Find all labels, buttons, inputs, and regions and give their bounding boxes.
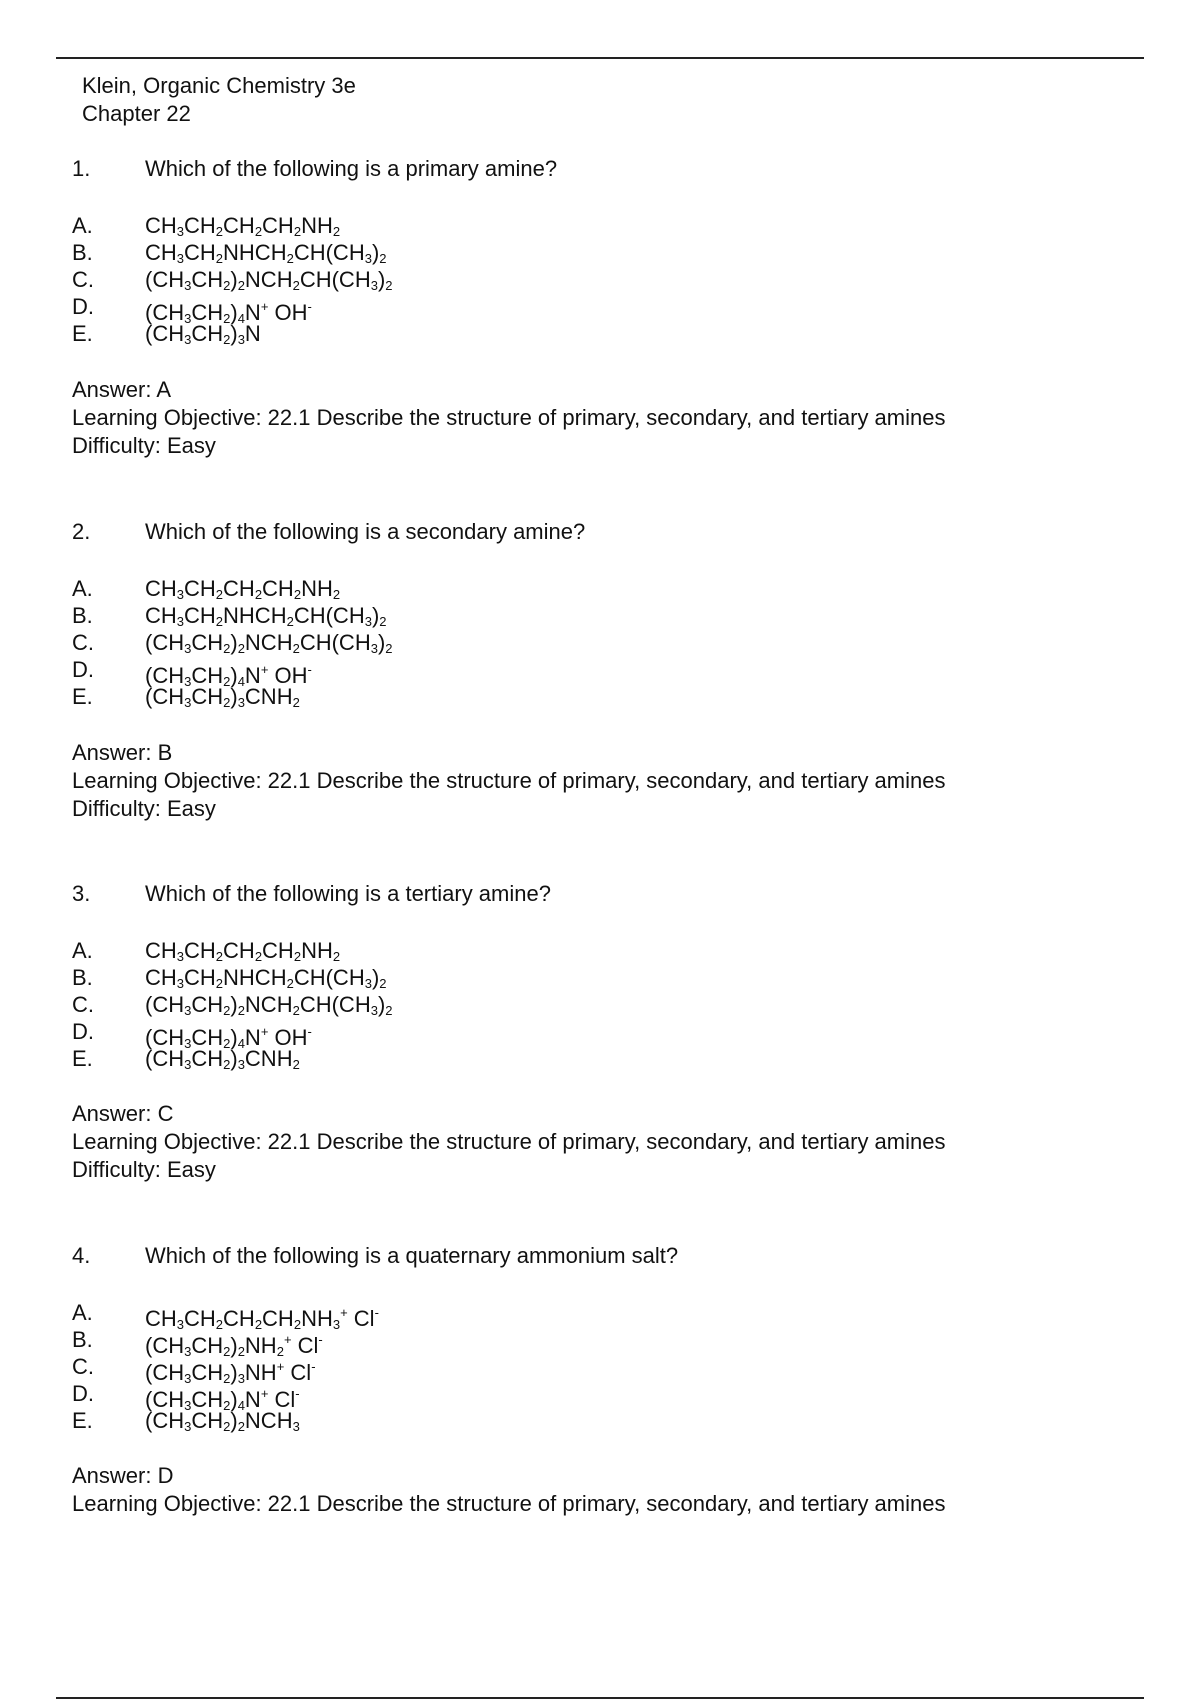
option-d xyxy=(0,656,1200,689)
option-formula: $(CH_3CH_2)_4N^+$ OH- xyxy=(145,1024,312,1051)
option-letter: D. xyxy=(72,1019,94,1044)
option-b xyxy=(0,602,1200,630)
option-letter: C. xyxy=(72,1354,94,1379)
option-formula: $(CH_3CH_2)_4N^+$ OH- xyxy=(145,662,312,689)
option-letter: A. xyxy=(72,213,93,238)
option-c xyxy=(0,1353,1200,1386)
option-formula: $(CH_3CH_2)_3CNH_2$ xyxy=(145,1046,300,1072)
option-e xyxy=(0,1045,1200,1073)
option-letter: A. xyxy=(72,1300,93,1325)
option-formula: $(CH_3CH_2)_2NCH_2CH(CH_3)_2$ xyxy=(145,267,393,293)
learning-objective: Learning Objective: 22.1 Describe the structure of primary, secondary, and tertiary amines xyxy=(72,768,946,793)
option-b xyxy=(0,964,1200,992)
option-c xyxy=(0,266,1200,294)
option-letter: C. xyxy=(72,992,94,1017)
option-formula: $(CH_3CH_2)_2NCH_3$ xyxy=(145,1408,300,1434)
question-number: 1. xyxy=(72,156,91,181)
question-text: Which of the following is a quaternary ammonium salt? xyxy=(145,1243,679,1268)
question-text: Which of the following is a secondary amine? xyxy=(145,519,586,544)
answer-line: Answer: A xyxy=(72,377,172,402)
option-formula: $(CH_3CH_2)_3CNH_2$ xyxy=(145,684,300,710)
question-number: 4. xyxy=(72,1243,91,1268)
answer-line: Answer: B xyxy=(72,740,173,765)
option-formula: $(CH_3CH_2)_2NCH_2CH(CH_3)_2$ xyxy=(145,992,393,1018)
question-number: 2. xyxy=(72,519,91,544)
chapter-title: Chapter 22 xyxy=(82,101,191,126)
option-letter: B. xyxy=(72,240,93,265)
learning-objective: Learning Objective: 22.1 Describe the structure of primary, secondary, and tertiary amines xyxy=(72,1129,946,1154)
learning-objective: Learning Objective: 22.1 Describe the structure of primary, secondary, and tertiary amines xyxy=(72,405,946,430)
option-a xyxy=(0,937,1200,965)
option-e xyxy=(0,683,1200,711)
difficulty: Difficulty: Easy xyxy=(72,1157,216,1182)
option-formula: $CH_3CH_2NHCH_2CH(CH_3)_2$ xyxy=(145,965,387,991)
option-formula: $CH_3CH_2CH_2CH_2NH_2$ xyxy=(145,938,341,964)
option-letter: E. xyxy=(72,684,93,709)
learning-objective: Learning Objective: 22.1 Describe the structure of primary, secondary, and tertiary amines xyxy=(72,1491,946,1516)
option-letter: D. xyxy=(72,657,94,682)
option-letter: A. xyxy=(72,938,93,963)
option-a xyxy=(0,212,1200,240)
option-c xyxy=(0,991,1200,1019)
option-letter: C. xyxy=(72,630,94,655)
option-letter: D. xyxy=(72,1381,94,1406)
option-letter: E. xyxy=(72,1046,93,1071)
option-d xyxy=(0,1380,1200,1413)
option-formula: $CH_3CH_2CH_2CH_2NH_2$ xyxy=(145,213,341,239)
option-letter: A. xyxy=(72,576,93,601)
option-d xyxy=(0,293,1200,326)
option-letter: E. xyxy=(72,1408,93,1433)
option-formula: $(CH_3CH_2)_3N$ xyxy=(145,321,261,347)
option-e xyxy=(0,1407,1200,1435)
option-b xyxy=(0,1326,1200,1359)
difficulty: Difficulty: Easy xyxy=(72,433,216,458)
option-letter: C. xyxy=(72,267,94,292)
option-formula: $CH_3CH_2NHCH_2CH(CH_3)_2$ xyxy=(145,240,387,266)
option-letter: B. xyxy=(72,965,93,990)
option-a xyxy=(0,575,1200,603)
option-formula: $CH_3CH_2CH_2CH_2NH_3^+$ Cl- xyxy=(145,1305,379,1332)
option-formula: $(CH_3CH_2)_4N^+$ Cl- xyxy=(145,1386,300,1413)
difficulty: Difficulty: Easy xyxy=(72,796,216,821)
question-text: Which of the following is a primary amine? xyxy=(145,156,558,181)
question-number: 3. xyxy=(72,881,91,906)
question-text: Which of the following is a tertiary amine? xyxy=(145,881,551,906)
option-c xyxy=(0,629,1200,657)
option-letter: D. xyxy=(72,294,94,319)
option-letter: B. xyxy=(72,603,93,628)
bottom-rule xyxy=(56,1697,1144,1699)
top-rule xyxy=(56,57,1144,59)
book-title: Klein, Organic Chemistry 3e xyxy=(82,73,356,98)
option-d xyxy=(0,1018,1200,1051)
option-formula: $CH_3CH_2CH_2CH_2NH_2$ xyxy=(145,576,341,602)
option-letter: E. xyxy=(72,321,93,346)
option-formula: $(CH_3CH_2)_2NH_2^+$ Cl- xyxy=(145,1332,323,1359)
option-a xyxy=(0,1299,1200,1332)
option-e xyxy=(0,320,1200,348)
option-formula: $(CH_3CH_2)_2NCH_2CH(CH_3)_2$ xyxy=(145,630,393,656)
option-formula: $(CH_3CH_2)_3NH^+$ Cl- xyxy=(145,1359,316,1386)
option-letter: B. xyxy=(72,1327,93,1352)
answer-line: Answer: C xyxy=(72,1101,174,1126)
option-formula: $CH_3CH_2NHCH_2CH(CH_3)_2$ xyxy=(145,603,387,629)
option-formula: $(CH_3CH_2)_4N^+$ OH- xyxy=(145,299,312,326)
answer-line: Answer: D xyxy=(72,1463,174,1488)
option-b xyxy=(0,239,1200,267)
